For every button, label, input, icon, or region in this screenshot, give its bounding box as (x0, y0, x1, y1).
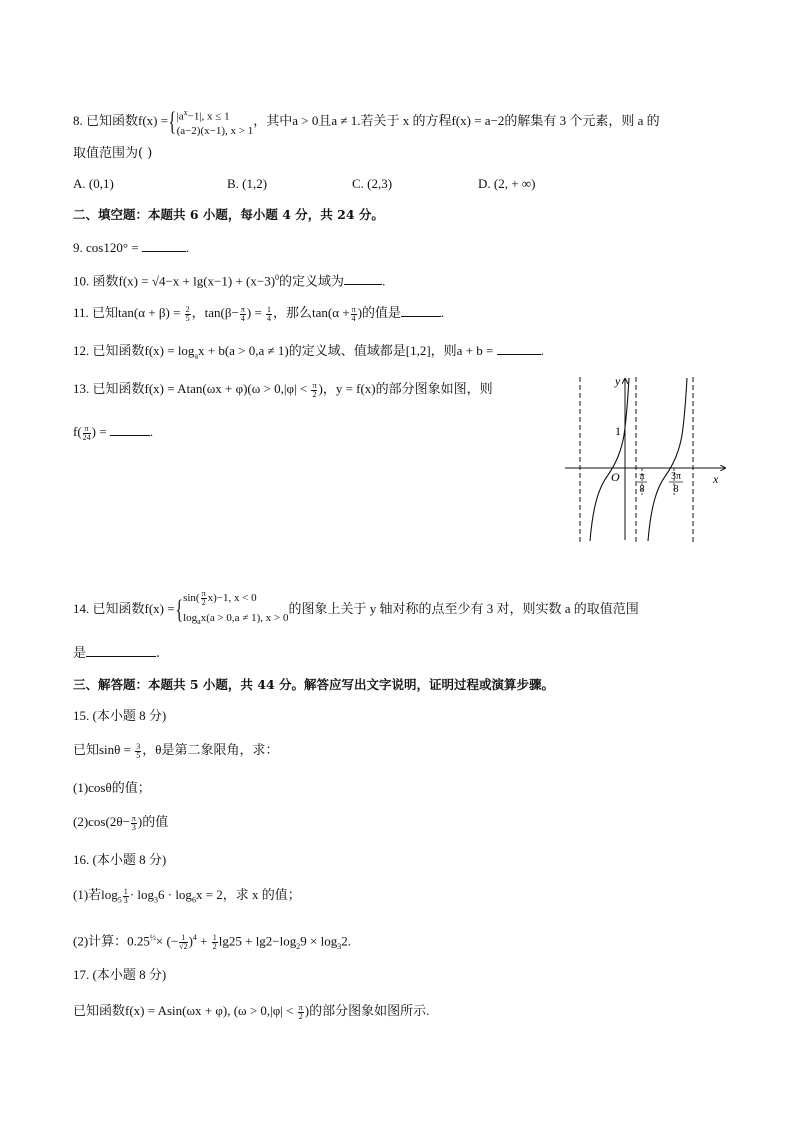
graph-label-x: x (713, 472, 719, 486)
q13-blank (110, 423, 150, 436)
q8-brace: { (168, 106, 177, 136)
tan-curve-2 (648, 378, 687, 541)
q14-line1: 14. 已知函数f(x) ={ sin( $\frac{\pi}{2}$ x)−1, x < 0 $\log_ax(a > 0,a \ne 1)$, x > 0 的图象上关于 y 轴对称的点至少有 3 对，则实数 a 的取值范围 (73, 588, 639, 627)
q15-head: 15. (本小题 8 分) (73, 708, 167, 723)
q8-cases: $|a^x-1|$, x ≤ 1 (a−2)(x−1), x > 1 (176, 108, 254, 137)
q14-blank (86, 644, 156, 657)
graph-tick-pi8-num: π (639, 471, 645, 482)
q8-option-c: C. (2,3) (352, 176, 393, 191)
q11-blank (401, 304, 441, 317)
q13-line1: 13. 已知函数f(x) = Atan(ωx + φ)(ω > 0,|φ| < $\frac{\pi}{2}$ )，y = f(x)的部分图象如图，则 (73, 380, 493, 399)
graph-tick-3pi8-den: 8 (673, 484, 679, 495)
q8-option-b: B. (1,2) (227, 176, 268, 191)
graph-label-y: y (615, 375, 621, 388)
q13-graph (563, 375, 733, 545)
q10: 10. 函数$f(x) = √4-x + \lg(x-1) + (x-3)^0$的定义域为 . (73, 273, 386, 289)
q17-head: 17. (本小题 8 分) (73, 967, 167, 982)
section2-heading: 二、填空题：本题共 6 小题，每小题 4 分，共 24 分。 (73, 207, 384, 222)
q9-blank (142, 239, 186, 252)
q15-part1: (1)cosθ的值； (73, 780, 151, 795)
q15-stem: 已知sinθ = $\frac{3}{5}$ ，θ是第二象限角，求： (73, 741, 279, 760)
q17-stem: 已知函数f(x) = Asin(ωx + φ), (ω > 0,|φ| < $\frac{\pi}{2}$ )的部分图象如图所示. (73, 1002, 430, 1021)
q8-option-d: D. (2, + ∞) (478, 176, 536, 191)
section3-heading: 三、解答题：本题共 5 小题，共 44 分。解答应写出文字说明，证明过程或演算步骤。 (73, 677, 555, 692)
q8-option-a: A. (0,1) (73, 176, 114, 191)
q9: 9. cos120° = . (73, 240, 190, 255)
q16-head: 16. (本小题 8 分) (73, 852, 167, 867)
q15-part2: (2)cos(2θ− $\frac{\pi}{3}$ )的值 (73, 813, 169, 832)
q8-line2: 取值范围为( ) (73, 146, 153, 161)
q13-line2: f( $\frac{\pi}{24}$ ) = . (73, 423, 154, 442)
graph-label-1: 1 (615, 424, 621, 438)
q8-line1 (73, 106, 660, 138)
q16-part1: (1)若$\log_5$ $\frac{1}{3}$ · $\log_36 \cdot \log_6x = 2$，求 x 的值； (73, 886, 301, 905)
tan-curve-1 (590, 378, 629, 541)
graph-tick-pi8-den: 8 (639, 484, 645, 495)
graph-label-origin: O (611, 470, 620, 484)
q14-line2: 是 . (73, 646, 161, 661)
graph-tick-3pi8-num: 3π (670, 471, 682, 482)
q12-blank (497, 342, 541, 355)
q8-prefix: 8. 已知函数f(x) = (73, 112, 169, 128)
q16-part2: (2)计算：$0.25^{\frac{1}{2}}\times$ (− $\frac{1}{√2}$ )$^4$ + $\frac{1}{2}$ $\lg 25 + \lg 2-\log_29 \times \log_32$. (73, 932, 351, 951)
q11: 11. 已知tan(α + β) = $\frac{2}{5}$ ，tan(β− $\frac{\pi}{4}$ ) = $\frac{1}{4}$ ，那么tan(α + $\frac{\pi}{4}$ )的值是 . (73, 304, 445, 323)
q8-suffix: ，其中a > 0且a ≠ 1.若关于 x 的方程f(x) = a−2的解集有 3 个元素，则 a 的 (253, 112, 660, 128)
q12: 12. 已知函数$f(x) = \log_ax + b(a > 0,a \ne 1)$的定义域、值域都是[1,2]，则a + b = . (73, 343, 544, 361)
q10-blank (344, 272, 382, 285)
